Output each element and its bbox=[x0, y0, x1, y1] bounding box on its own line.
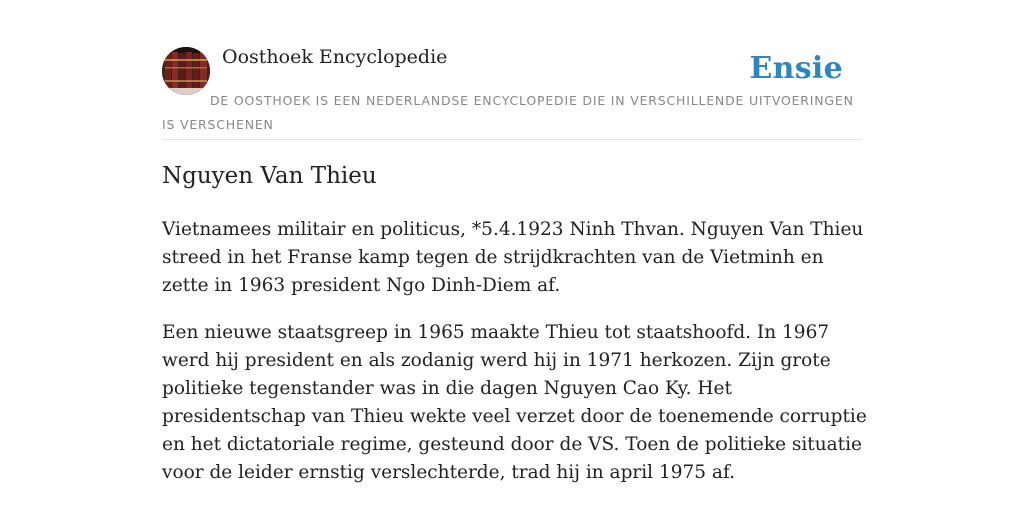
article-paragraph: Een nieuwe staatsgreep in 1965 maakte Thieu tot staatshoofd. In 1967 werd hij president en als zodanig werd hij in 1971 herkozen. Zijn grote politieke tegenstander was in die dagen Nguyen Cao Ky. Het presidentschap van Thieu wekte veel verzet door de toenemende corruptie en het dictatoriale regime, gesteund door de VS. Toen de politieke situatie voor de leider ernstig verslechterde, trad hij in april 1975 af. bbox=[162, 322, 867, 483]
encyclopedia-books-avatar[interactable] bbox=[162, 47, 210, 95]
article-title: Nguyen Van Thieu bbox=[162, 163, 377, 189]
header-divider bbox=[162, 139, 862, 140]
site-tagline: DE OOSTHOEK IS EEN NEDERLANDSE ENCYCLOPEDIE DIE IN VERSCHILLENDE UITVOERINGEN IS VERSCHENEN bbox=[162, 93, 854, 132]
encyclopedia-books-icon bbox=[162, 47, 210, 95]
article-paragraph: Vietnamees militair en politicus, *5.4.1923 Ninh Thvan. Nguyen Van Thieu streed in het Franse kamp tegen de strijdkrachten van de Vietminh en zette in 1963 president Ngo Dinh-Diem af. bbox=[162, 219, 864, 296]
site-name[interactable]: Oosthoek Encyclopedie bbox=[222, 46, 448, 68]
brand-logo[interactable]: Ensie bbox=[749, 51, 843, 86]
